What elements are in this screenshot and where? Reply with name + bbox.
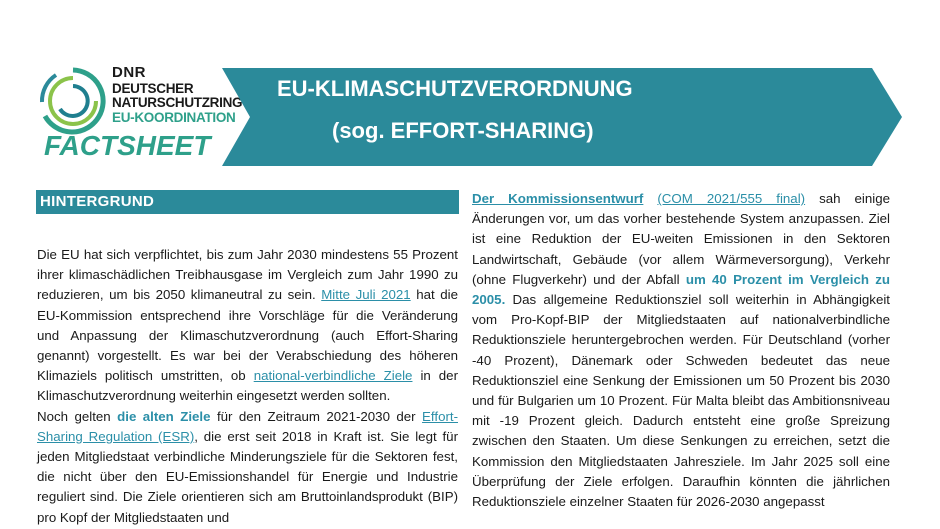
logo-org-line2: NATURSCHUTZRING	[112, 95, 243, 110]
paragraph-1	[37, 245, 458, 407]
p1-text-b: hat die EU-Kommission entsprechend ihre Vorschläge für die Veränderung und Anpassung der Klimaschutzverordnung (auch Effort-Sharing genannt) vorgestellt. Es war bei der Verabschiedung des höheren Klimaziels politisch umstritten, ob	[37, 287, 458, 384]
p2-highlight: die alten Ziele	[117, 408, 211, 424]
p3-highlight-kommissionsentwurf: Der Kommissionsentwurf	[472, 191, 644, 206]
section-heading-bar	[36, 190, 459, 214]
p2-text-c: , die erst seit 2018 in Kraft ist. Sie legt für jeden Mitgliedstaat verbindliche Minderungsziele für die Sektoren fest, die nicht über den EU-Emissionshandel für Energie und Industrie reguliert sind. Die Ziele orientieren sich am Bruttoinlandsprodukt (BIP) pro Kopf der Mitgliedstaaten und	[37, 428, 458, 525]
p1-text-a: Die EU hat sich verpflichtet, bis zum Jahr 2030 mindestens 55 Prozent ihrer klimaschädlichen Treibhausgase im Vergleich zum Jahr 1990 zu reduzieren, um bis 2050 klimaneutral zu sein.	[37, 247, 458, 303]
right-column	[472, 189, 890, 512]
p3-text-a: sah einige Änderungen vor, um das vorher bestehende System anzupassen. Ziel ist eine Reduktion der EU-weiten Emissionen in den Sektoren Landwirtschaft, Gebäude (vor allem Wärmeversorgung), Verkehr (ohne Flugverkehr) und der Abfall	[472, 191, 890, 287]
p3-text-b: Das allgemeine Reduktionsziel soll weiterhin in Abhängigkeit vom Pro-Kopf-BIP der Mitgliedstaaten auf nationalverbindliche Reduktionsziele heruntergebrochen werden. Für Deutschland (vorher -40 Prozent), Dänemark oder Schweden bedeutet das neue Reduktionsziel eine Senkung der Emissionen um 50 Prozent bis 2030 und für Bulgarien um 10 Prozent. Für Malta bleibt das Ambitionsniveau mit -19 Prozent gleich. Dadurch entsteht eine große Spreizung zwischen den Staaten. Um diese Senkungen zu erreichen, setzt die Kommission den Mitgliedstaaten Jahresziele. Im Jahr 2025 soll eine Überprüfung der Ziele erfolgen. Daraufhin könnten die jährlichen Reduktionsziele einzelner Staaten für 2026-2030 angepasst	[472, 292, 890, 510]
paragraph-2	[37, 407, 458, 528]
logo-org-line1: DEUTSCHER	[112, 81, 194, 96]
title-line-1: EU-KLIMASCHUTZVERORDNUNG	[277, 76, 633, 101]
p2-text-a: Noch gelten	[37, 408, 118, 424]
link-esr[interactable]: Effort-Sharing Regulation (ESR)	[37, 408, 459, 444]
paragraph-3	[472, 189, 890, 512]
link-national-verbindliche-ziele[interactable]: national-verbindliche Ziele	[253, 368, 413, 384]
dnr-ring-icon	[36, 64, 110, 138]
left-column	[37, 245, 458, 528]
title-line-2: (sog. EFFORT-SHARING)	[332, 118, 594, 143]
link-mitte-juli-2021[interactable]: Mitte Juli 2021	[321, 287, 411, 303]
p3-highlight-40-prozent: um 40 Prozent im Vergleich zu 2005.	[472, 271, 890, 308]
link-com-2021-555[interactable]: (COM 2021/555 final)	[657, 191, 806, 206]
section-heading: HINTERGRUND	[40, 193, 155, 210]
p1-text-c: in der Klimaschutzverordnung weiterhin eingesetzt werden sollten.	[37, 368, 459, 404]
factsheet-label: FACTSHEET	[44, 130, 211, 161]
dnr-logo	[36, 62, 243, 172]
logo-dnr: DNR	[112, 64, 146, 81]
title-banner	[222, 68, 902, 166]
p2-text-b: für den Zeitraum 2021-2030 der	[210, 408, 423, 424]
logo-eu-koordination: EU-KOORDINATION	[112, 110, 236, 125]
